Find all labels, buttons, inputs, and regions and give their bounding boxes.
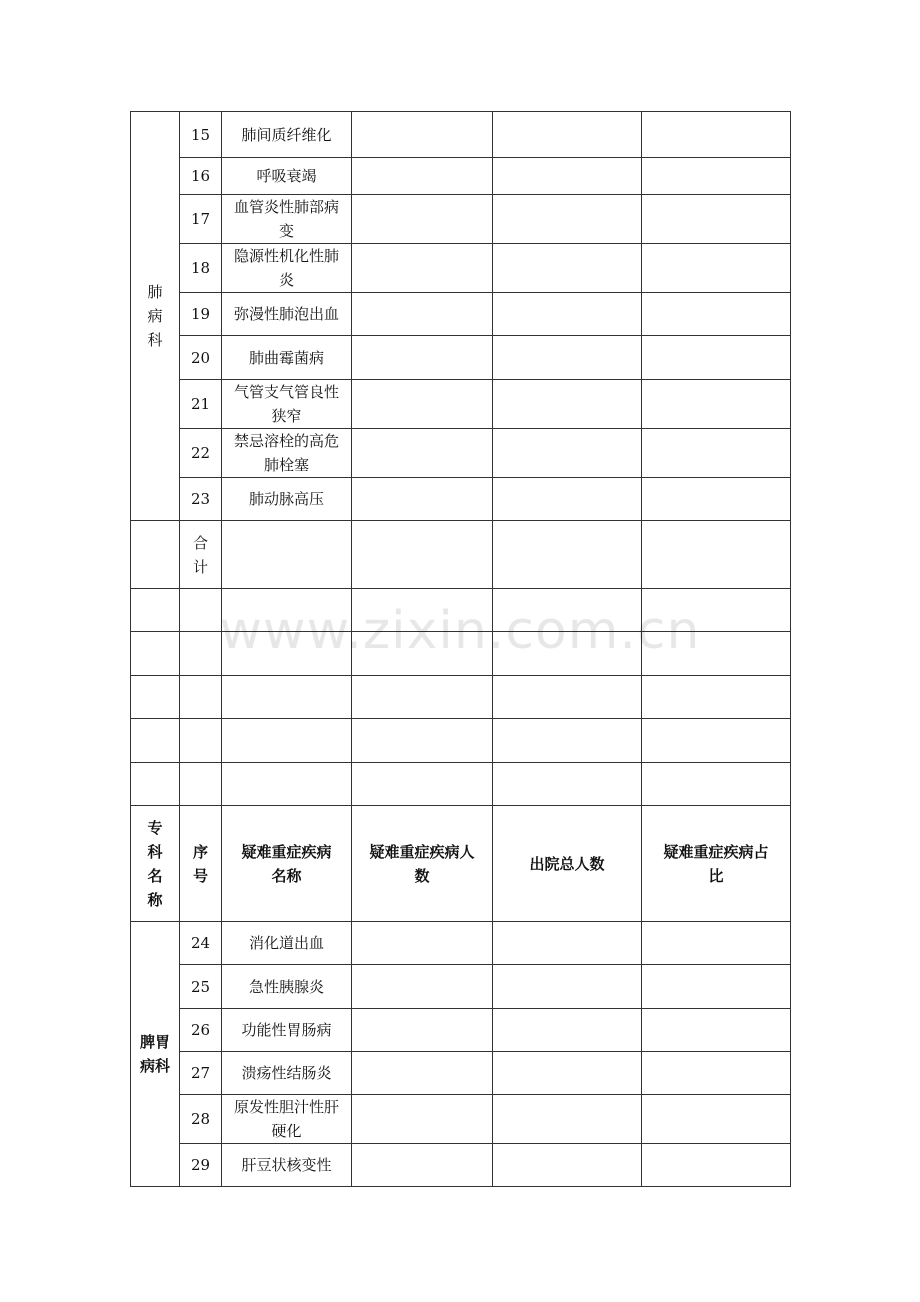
empty-row — [131, 763, 791, 806]
discharge-cell[interactable] — [493, 1144, 642, 1187]
empty-cell[interactable] — [131, 676, 180, 719]
ratio-cell[interactable] — [642, 112, 791, 158]
empty-cell[interactable] — [222, 521, 352, 589]
table-row — [131, 1052, 791, 1095]
discharge-cell[interactable] — [493, 1009, 642, 1052]
disease-name-cell: 原发性胆汁性肝硬化 — [222, 1095, 352, 1144]
header-disease-name: 疑难重症疾病名称 — [222, 806, 352, 922]
empty-row — [131, 589, 791, 632]
dept-cell-spleen — [131, 922, 180, 1187]
empty-cell[interactable] — [180, 719, 222, 763]
ratio-cell[interactable] — [642, 965, 791, 1009]
count-cell[interactable] — [352, 293, 493, 336]
dept-name: 脾胃病科 — [139, 1033, 170, 1075]
ratio-cell[interactable] — [642, 922, 791, 965]
header-row — [131, 806, 791, 922]
seq-cell: 25 — [180, 965, 222, 1009]
count-cell[interactable] — [352, 429, 493, 478]
header-seq: 序号 — [180, 806, 222, 922]
discharge-cell[interactable] — [493, 158, 642, 195]
table-row — [131, 158, 791, 195]
discharge-cell[interactable] — [493, 244, 642, 293]
discharge-cell[interactable] — [493, 478, 642, 521]
table-row — [131, 336, 791, 380]
empty-cell[interactable] — [493, 763, 642, 806]
count-cell[interactable] — [352, 244, 493, 293]
count-cell[interactable] — [352, 112, 493, 158]
total-label: 合计 — [192, 533, 208, 576]
empty-cell[interactable] — [493, 719, 642, 763]
total-row — [131, 521, 791, 589]
count-cell[interactable] — [352, 195, 493, 244]
disease-name-cell: 肺动脉高压 — [222, 478, 352, 521]
empty-cell[interactable] — [180, 763, 222, 806]
ratio-cell[interactable] — [642, 244, 791, 293]
empty-cell[interactable] — [180, 589, 222, 632]
empty-cell[interactable] — [493, 589, 642, 632]
table-row — [131, 922, 791, 965]
empty-cell[interactable] — [222, 589, 352, 632]
table-row — [131, 1095, 791, 1144]
empty-cell[interactable] — [131, 632, 180, 676]
empty-cell[interactable] — [352, 589, 493, 632]
disease-name-cell: 隐源性机化性肺炎 — [222, 244, 352, 293]
seq-cell: 26 — [180, 1009, 222, 1052]
disease-name-cell: 肺曲霉菌病 — [222, 336, 352, 380]
empty-cell[interactable] — [493, 632, 642, 676]
empty-cell[interactable] — [642, 763, 791, 806]
count-cell[interactable] — [352, 965, 493, 1009]
count-cell[interactable] — [352, 1144, 493, 1187]
empty-cell[interactable] — [352, 676, 493, 719]
ratio-cell[interactable] — [642, 195, 791, 244]
table-row — [131, 112, 791, 158]
count-cell[interactable] — [352, 158, 493, 195]
empty-cell[interactable] — [642, 632, 791, 676]
table-row — [131, 429, 791, 478]
disease-name-cell: 气管支气管良性狭窄 — [222, 380, 352, 429]
table-row — [131, 293, 791, 336]
seq-cell: 18 — [180, 244, 222, 293]
disease-name-cell: 禁忌溶栓的高危肺栓塞 — [222, 429, 352, 478]
table-row — [131, 1144, 791, 1187]
header-disease-count: 疑难重症疾病人数 — [352, 806, 493, 922]
dept-cell-lung — [131, 112, 180, 521]
disease-name-cell: 溃疡性结肠炎 — [222, 1052, 352, 1095]
empty-cell[interactable] — [352, 763, 493, 806]
ratio-cell[interactable] — [642, 1009, 791, 1052]
disease-table — [130, 111, 791, 1187]
seq-cell: 22 — [180, 429, 222, 478]
table-row — [131, 244, 791, 293]
table-row — [131, 380, 791, 429]
header-ratio: 疑难重症疾病占比 — [642, 806, 791, 922]
count-cell[interactable] — [352, 1052, 493, 1095]
empty-cell[interactable] — [131, 589, 180, 632]
discharge-cell[interactable] — [493, 336, 642, 380]
discharge-cell[interactable] — [493, 429, 642, 478]
count-cell[interactable] — [352, 922, 493, 965]
ratio-cell[interactable] — [642, 293, 791, 336]
ratio-cell[interactable] — [642, 1144, 791, 1187]
count-cell[interactable] — [352, 1095, 493, 1144]
discharge-cell[interactable] — [493, 922, 642, 965]
disease-name-cell: 消化道出血 — [222, 922, 352, 965]
empty-row — [131, 676, 791, 719]
disease-name-cell: 肝豆状核变性 — [222, 1144, 352, 1187]
total-discharge-cell[interactable] — [493, 521, 642, 589]
ratio-cell[interactable] — [642, 336, 791, 380]
ratio-cell[interactable] — [642, 158, 791, 195]
count-cell[interactable] — [352, 478, 493, 521]
ratio-cell[interactable] — [642, 380, 791, 429]
ratio-cell[interactable] — [642, 1095, 791, 1144]
empty-row — [131, 632, 791, 676]
empty-cell[interactable] — [352, 719, 493, 763]
ratio-cell[interactable] — [642, 429, 791, 478]
empty-cell[interactable] — [131, 719, 180, 763]
empty-cell — [131, 521, 180, 589]
seq-cell: 16 — [180, 158, 222, 195]
table-row — [131, 478, 791, 521]
empty-cell[interactable] — [352, 632, 493, 676]
seq-cell: 29 — [180, 1144, 222, 1187]
disease-name-cell: 弥漫性肺泡出血 — [222, 293, 352, 336]
discharge-cell[interactable] — [493, 965, 642, 1009]
empty-cell[interactable] — [642, 676, 791, 719]
disease-name-cell: 血管炎性肺部病变 — [222, 195, 352, 244]
discharge-cell[interactable] — [493, 293, 642, 336]
empty-cell[interactable] — [222, 763, 352, 806]
header-discharge-total: 出院总人数 — [493, 806, 642, 922]
seq-cell: 17 — [180, 195, 222, 244]
empty-cell[interactable] — [180, 632, 222, 676]
empty-cell[interactable] — [222, 676, 352, 719]
empty-cell[interactable] — [131, 763, 180, 806]
count-cell[interactable] — [352, 1009, 493, 1052]
seq-cell: 27 — [180, 1052, 222, 1095]
discharge-cell[interactable] — [493, 195, 642, 244]
disease-name-cell: 肺间质纤维化 — [222, 112, 352, 158]
empty-cell[interactable] — [642, 719, 791, 763]
total-count-cell[interactable] — [352, 521, 493, 589]
total-label-cell — [180, 521, 222, 589]
seq-cell: 23 — [180, 478, 222, 521]
table-row — [131, 1009, 791, 1052]
header-dept: 专科名称 — [131, 806, 180, 922]
discharge-cell[interactable] — [493, 1052, 642, 1095]
disease-name-cell: 功能性胃肠病 — [222, 1009, 352, 1052]
ratio-cell[interactable] — [642, 1052, 791, 1095]
table-row — [131, 965, 791, 1009]
dept-name: 肺病科 — [147, 283, 163, 349]
watermark: www.zixin.com.cn — [219, 601, 701, 661]
ratio-cell[interactable] — [642, 478, 791, 521]
empty-cell[interactable] — [493, 676, 642, 719]
count-cell[interactable] — [352, 336, 493, 380]
disease-name-cell: 呼吸衰竭 — [222, 158, 352, 195]
count-cell[interactable] — [352, 380, 493, 429]
seq-cell: 24 — [180, 922, 222, 965]
seq-cell: 19 — [180, 293, 222, 336]
empty-cell[interactable] — [180, 676, 222, 719]
empty-row — [131, 719, 791, 763]
empty-cell[interactable] — [642, 589, 791, 632]
discharge-cell[interactable] — [493, 380, 642, 429]
seq-cell: 21 — [180, 380, 222, 429]
seq-cell: 20 — [180, 336, 222, 380]
table-row — [131, 195, 791, 244]
empty-cell[interactable] — [222, 632, 352, 676]
seq-cell: 28 — [180, 1095, 222, 1144]
discharge-cell[interactable] — [493, 112, 642, 158]
discharge-cell[interactable] — [493, 1095, 642, 1144]
disease-name-cell: 急性胰腺炎 — [222, 965, 352, 1009]
empty-cell[interactable] — [222, 719, 352, 763]
total-ratio-cell[interactable] — [642, 521, 791, 589]
seq-cell: 15 — [180, 112, 222, 158]
